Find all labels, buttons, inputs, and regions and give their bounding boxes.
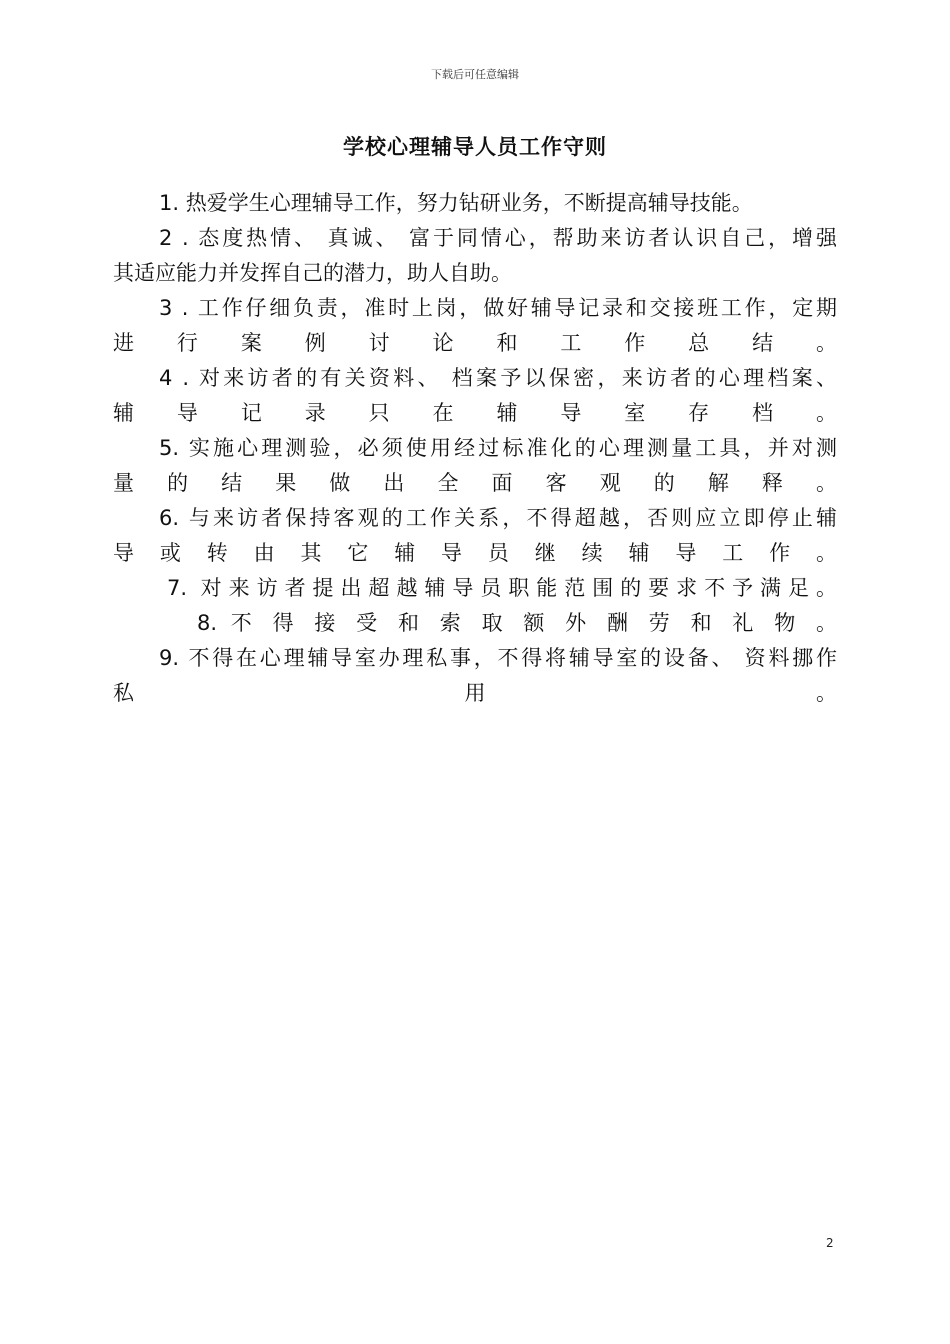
- rule-2-line-2: 其适应能力并发挥自己的潜力，助人自助。: [113, 261, 512, 285]
- document-body: [113, 186, 837, 711]
- page-number: 2: [826, 1236, 834, 1250]
- rule-9-line-2: 私 用 。: [113, 681, 837, 705]
- rule-5-line-2: 量 的 结 果 做 出 全 面 客 观 的 解 释 。: [113, 471, 837, 495]
- rule-6-line-2: 导 或 转 由 其 它 辅 导 员 继 续 辅 导 工 作 。: [113, 541, 837, 565]
- rule-6-line-1: 6. 与来访者保持客观的工作关系，不得超越，否则应立即停止辅: [159, 506, 837, 530]
- rule-8-line-1: 8. 不 得 接 受 和 索 取 额 外 酬 劳 和 礼 物 。: [197, 611, 837, 635]
- rule-4-line-2: 辅 导 记 录 只 在 辅 导 室 存 档 。: [113, 401, 837, 425]
- document-title: 学校心理辅导人员工作守则: [343, 135, 607, 159]
- rule-3-line-2: 进 行 案 例 讨 论 和 工 作 总 结 。: [113, 331, 837, 355]
- rule-9-line-1: 9. 不得在心理辅导室办理私事，不得将辅导室的设备、 资料挪作: [159, 646, 837, 670]
- rule-7-line-1: 7. 对来访者提出超越辅导员职能范围的要求不予满足。: [167, 576, 837, 600]
- rule-1-line-1: 1. 热爱学生心理辅导工作，努力钻研业务，不断提高辅导技能。: [159, 191, 753, 215]
- rule-5-line-1: 5. 实施心理测验，必须使用经过标准化的心理测量工具，并对测: [159, 436, 837, 460]
- rule-2-line-1: 2 . 态度热情、 真诚、 富于同情心，帮助来访者认识自己，增强: [159, 226, 837, 250]
- rule-3-line-1: 3 . 工作仔细负责，准时上岗，做好辅导记录和交接班工作，定期: [159, 296, 837, 320]
- rule-4-line-1: 4 . 对来访者的有关资料、 档案予以保密，来访者的心理档案、: [159, 366, 837, 390]
- header-note: 下载后可任意编辑: [431, 68, 519, 81]
